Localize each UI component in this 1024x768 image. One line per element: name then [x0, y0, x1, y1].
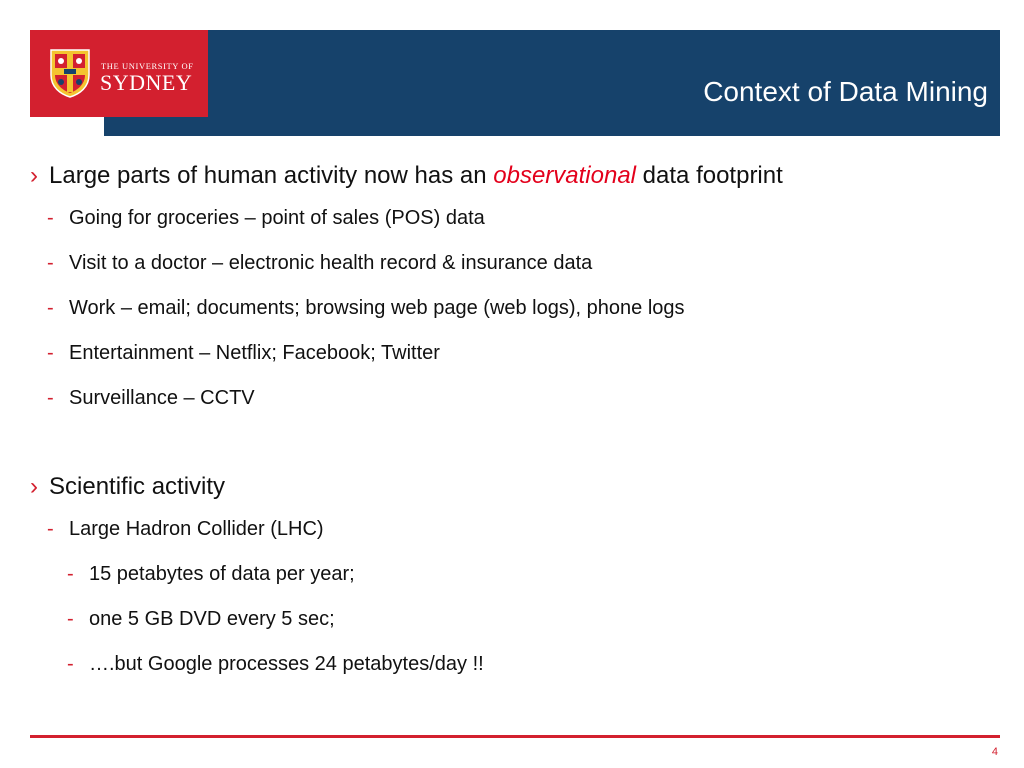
- list-item: [30, 385, 990, 411]
- sub-bullet-marker: -: [47, 252, 54, 274]
- list-item: [30, 295, 990, 321]
- sub-bullet-marker: -: [47, 207, 54, 229]
- list-subitem-text: one 5 GB DVD every 5 sec;: [89, 608, 335, 630]
- sub-bullet-marker: -: [47, 518, 54, 540]
- logo-university-line: THE UNIVERSITY OF: [101, 61, 194, 71]
- list-item-text: Surveillance – CCTV: [69, 387, 255, 409]
- list-item: [30, 516, 990, 542]
- sub-bullet-marker: -: [67, 563, 74, 585]
- slide-content: [30, 160, 990, 677]
- bullet-human-activity: [30, 160, 990, 192]
- crest-icon: [48, 47, 92, 99]
- sub-bullet-marker: -: [47, 342, 54, 364]
- list-subitem-text: ….but Google processes 24 petabytes/day !!: [89, 653, 484, 675]
- list-item-text: Large Hadron Collider (LHC): [69, 518, 324, 540]
- list-item-text: Entertainment – Netflix; Facebook; Twitter: [69, 342, 440, 364]
- list-subitem: [30, 561, 990, 587]
- bullet-text: Scientific activity: [49, 473, 226, 500]
- list-item-text: Going for groceries – point of sales (POS) data: [69, 207, 485, 229]
- list-item-text: Work – email; documents; browsing web page (web logs), phone logs: [69, 297, 685, 319]
- list-subitem-text: 15 petabytes of data per year;: [89, 563, 355, 585]
- list-subitem: [30, 651, 990, 677]
- sub-bullet-marker: -: [67, 653, 74, 675]
- bullet-scientific-activity: [30, 471, 990, 503]
- sub-bullet-marker: -: [47, 387, 54, 409]
- sub-bullet-marker: -: [47, 297, 54, 319]
- bullet-text-before: Large parts of human activity now has an: [49, 162, 494, 189]
- logo-university-name: SYDNEY: [100, 70, 193, 95]
- bullet-highlight: observational: [493, 162, 637, 189]
- list-item: [30, 205, 990, 231]
- sub-bullet-marker: -: [67, 608, 74, 630]
- page-number: 4: [991, 746, 998, 758]
- bullet-text-after: data footprint: [636, 162, 783, 189]
- bullet-marker: ›: [30, 473, 38, 500]
- list-item: [30, 250, 990, 276]
- bullet-marker: ›: [30, 162, 38, 189]
- university-logo: [30, 30, 208, 117]
- slide-title: Context of Data Mining: [703, 76, 988, 107]
- list-subitem: [30, 606, 990, 632]
- footer-divider: [30, 735, 1000, 738]
- list-item: [30, 340, 990, 366]
- list-item-text: Visit to a doctor – electronic health record & insurance data: [69, 252, 593, 274]
